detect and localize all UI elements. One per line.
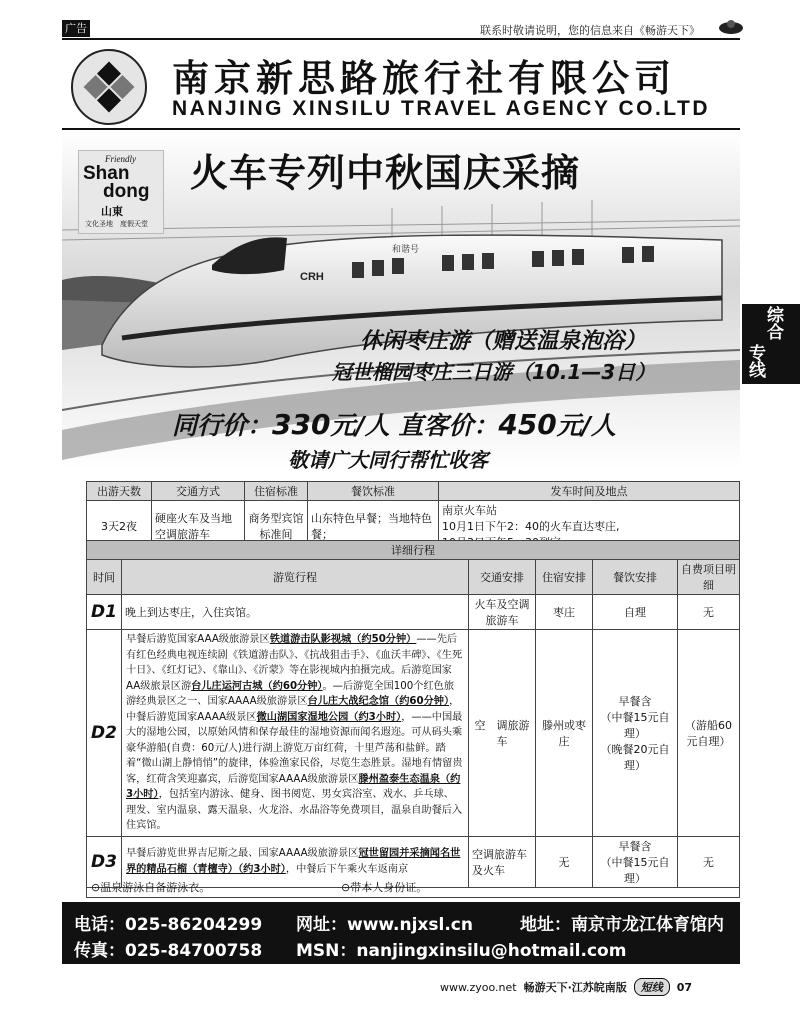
address-label: 地址： bbox=[520, 915, 571, 935]
day-transport: 空 调旅游车 bbox=[469, 630, 536, 837]
route-highlight: 铁道游击队影视城（约50分钟） bbox=[269, 634, 417, 645]
friendly-text: Friendly bbox=[105, 154, 136, 164]
day-hotel: 枣庄 bbox=[536, 595, 593, 630]
day-meals bbox=[593, 630, 678, 837]
website-url[interactable]: www.njxsl.cn bbox=[347, 915, 473, 935]
train-sign: 和谐号 bbox=[392, 245, 420, 255]
shan-text: Shan bbox=[83, 163, 130, 184]
day-transport: 空调旅游车及火车 bbox=[469, 836, 536, 887]
route-text: 早餐后游览世界吉尼斯之最、国家AAAA级旅游景区 bbox=[126, 848, 359, 859]
head-extra: 自费项目明细 bbox=[678, 560, 740, 595]
meal-line: 早餐含 bbox=[618, 839, 652, 853]
address bbox=[520, 910, 724, 935]
retail-price-label: 直客价： bbox=[398, 411, 499, 440]
day-extra: 无 bbox=[678, 836, 740, 887]
phone-number: 025-86204299 bbox=[125, 915, 263, 935]
head-time: 时间 bbox=[87, 560, 122, 595]
route-text: 。—后游览全国100个红色旅游经典景区之一、国家AAAA级旅游景区 bbox=[126, 680, 455, 707]
route-text: ，——中国最大的湿地公园，以原始风情和保存最佳的湿地资源而闻名遐迩。可从码头乘豪华游船(自费：60元/人)进行湖上游览万亩红荷，十里芦荡和盐鲜。踏着“微山湖上静悄悄”的旋律，体验渔家民俗，尽览生态胜景。湿地有情留贵客，红荷含笑迎嘉宾，后游览国家AAAA级旅游景区 bbox=[126, 711, 463, 785]
route-highlight: 台儿庄运河古城（约60分钟） bbox=[191, 680, 323, 692]
peer-price: 330 bbox=[272, 408, 331, 441]
fax-label: 传真： bbox=[74, 941, 125, 961]
contact-bar bbox=[62, 902, 740, 964]
fax-number: 025-84700758 bbox=[125, 941, 263, 961]
head-meals: 餐饮安排 bbox=[593, 560, 678, 595]
note-swim: ⊙温泉游泳自备游泳衣。 bbox=[91, 881, 211, 894]
company-name-en: NANJING XINSILU TRAVEL AGENCY CO.LTD bbox=[172, 97, 711, 120]
route-highlight: 冠世留园并采摘闻名世界的精品石榴（青檀寺）（约3小时） bbox=[126, 848, 461, 875]
meal-line: （中餐15元自理） bbox=[600, 855, 670, 885]
days-value: 3天2夜 bbox=[87, 501, 152, 552]
msn-label: MSN： bbox=[296, 941, 357, 961]
footer-tag: 短线 bbox=[634, 978, 670, 996]
side-tab bbox=[742, 304, 800, 384]
transport-value: 硬座火车及当地空调旅游车 bbox=[152, 501, 245, 552]
itinerary-section-title: 详细行程 bbox=[87, 541, 740, 560]
phone-label: 电话： bbox=[74, 915, 125, 935]
website bbox=[296, 910, 473, 935]
col-departure: 发车时间及地点 bbox=[439, 482, 740, 501]
head-transport: 交通安排 bbox=[469, 560, 536, 595]
price-line bbox=[172, 406, 616, 442]
head-hotel: 住宿安排 bbox=[536, 560, 593, 595]
meal-line: （中餐15元自理） bbox=[600, 710, 670, 740]
col-days: 出游天数 bbox=[87, 482, 152, 501]
msn-address[interactable]: nanjingxinsilu@hotmail.com bbox=[356, 941, 627, 961]
shandong-logo bbox=[78, 150, 164, 234]
fax bbox=[74, 936, 262, 961]
day-hotel: 无 bbox=[536, 836, 593, 887]
source-note: 联系时敬请说明，您的信息来自《畅游天下》 bbox=[480, 24, 700, 37]
subtitle-2: 冠世榴园枣庄三日游（10.1—3日） bbox=[332, 360, 656, 384]
notes-row bbox=[86, 879, 740, 898]
day-extra: （游船60元自理） bbox=[678, 630, 740, 837]
meals-value: 山东特色早餐；当地特色餐； bbox=[308, 501, 439, 552]
retail-price: 450 bbox=[498, 408, 557, 441]
page-number: 07 bbox=[676, 981, 693, 994]
itinerary-row-d1 bbox=[87, 595, 740, 630]
subtitle-1: 休闲枣庄游（赠送温泉泡浴） bbox=[360, 329, 647, 354]
itinerary-table bbox=[86, 540, 740, 888]
meal-line: 早餐含 bbox=[618, 694, 652, 708]
day-label: D1 bbox=[87, 595, 122, 630]
route-text: ，中餐后下午乘火车返南京 bbox=[285, 863, 409, 875]
company-logo-icon bbox=[68, 48, 150, 126]
route-highlight: 滕州盈泰生态温泉（约3小时） bbox=[126, 773, 461, 800]
website-label: 网址： bbox=[296, 915, 347, 935]
col-transport: 交通方式 bbox=[152, 482, 245, 501]
magazine-logo-icon bbox=[718, 18, 744, 36]
day-extra: 无 bbox=[678, 595, 740, 630]
retail-price-unit: 元/人 bbox=[556, 411, 616, 440]
phone bbox=[74, 910, 262, 935]
hotel-value: 商务型宾馆标准间 bbox=[245, 501, 308, 552]
route-text: 早餐后游览国家AAA级旅游景区 bbox=[126, 634, 270, 645]
side-tab-line2: 专线 bbox=[745, 344, 765, 378]
crh-label: CRH bbox=[300, 271, 324, 283]
page-footer bbox=[440, 978, 692, 996]
day-label: D3 bbox=[87, 836, 122, 887]
top-rule bbox=[62, 38, 740, 40]
company-name-cn: 南京新思路旅行社有限公司 bbox=[172, 57, 676, 100]
slogan: 敬请广大同行帮忙收客 bbox=[288, 448, 488, 472]
col-hotel: 住宿标准 bbox=[245, 482, 308, 501]
day-label: D2 bbox=[87, 630, 122, 837]
day-route bbox=[122, 630, 469, 837]
note-id: ⊙带本人身份证。 bbox=[341, 881, 428, 894]
msn bbox=[296, 936, 626, 961]
peer-price-unit: 元/人 bbox=[330, 411, 390, 440]
route-highlight: 台儿庄大战纪念馆（约60分钟） bbox=[307, 696, 450, 707]
dong-text: dong bbox=[103, 181, 150, 202]
day-meals: 自理 bbox=[593, 595, 678, 630]
headline: 火车专列中秋国庆采摘 bbox=[190, 151, 581, 195]
peer-price-label: 同行价： bbox=[172, 411, 273, 440]
head-route: 游览行程 bbox=[122, 560, 469, 595]
day-hotel: 滕州或枣庄 bbox=[536, 630, 593, 837]
day-transport: 火车及空调旅游车 bbox=[469, 595, 536, 630]
shandong-cn: 山東 bbox=[101, 205, 123, 218]
col-meals: 餐饮标准 bbox=[308, 482, 439, 501]
shandong-tagline: 文化圣地 度假天堂 bbox=[85, 220, 148, 228]
address-value: 南京市龙江体育馆内 bbox=[571, 915, 724, 935]
route-text: ，包括室内游泳、健身、图书阅览、男女宾浴室、戏水、乒乓球、理发、室内温泉、露天温泉、火龙浴、水晶浴等免费项目，温泉自助餐后入住宾馆。 bbox=[126, 789, 463, 831]
route-text: ，中餐后游览国家AAAA级景区 bbox=[126, 696, 460, 723]
route-text: ——先后有红色经典电视连续剧《铁道游击队》、《抗战狙击手》、《血沃丰碑》、《生死十日》、《红灯记》、《靠山》、《沂蒙》等在影视城内拍摄完成。后游览国家AA级旅景区游 bbox=[126, 634, 463, 692]
departure-line-2: 10月1日下午2：40的火车直达枣庄, bbox=[442, 520, 620, 533]
footer-site[interactable]: www.zyoo.net bbox=[440, 981, 517, 994]
ad-tag: 广告 bbox=[62, 20, 90, 37]
meal-line: （晚餐20元自理） bbox=[600, 742, 670, 772]
departure-line-1: 南京火车站 bbox=[442, 504, 497, 517]
route-highlight: 微山湖国家湿地公园（约3小时） bbox=[256, 711, 402, 723]
footer-magazine: 畅游天下·江苏皖南版 bbox=[523, 981, 627, 994]
day-route: 晚上到达枣庄，入住宾馆。 bbox=[122, 595, 469, 630]
itinerary-row-d2 bbox=[87, 630, 740, 837]
side-tab-line1: 综合 bbox=[763, 306, 783, 340]
